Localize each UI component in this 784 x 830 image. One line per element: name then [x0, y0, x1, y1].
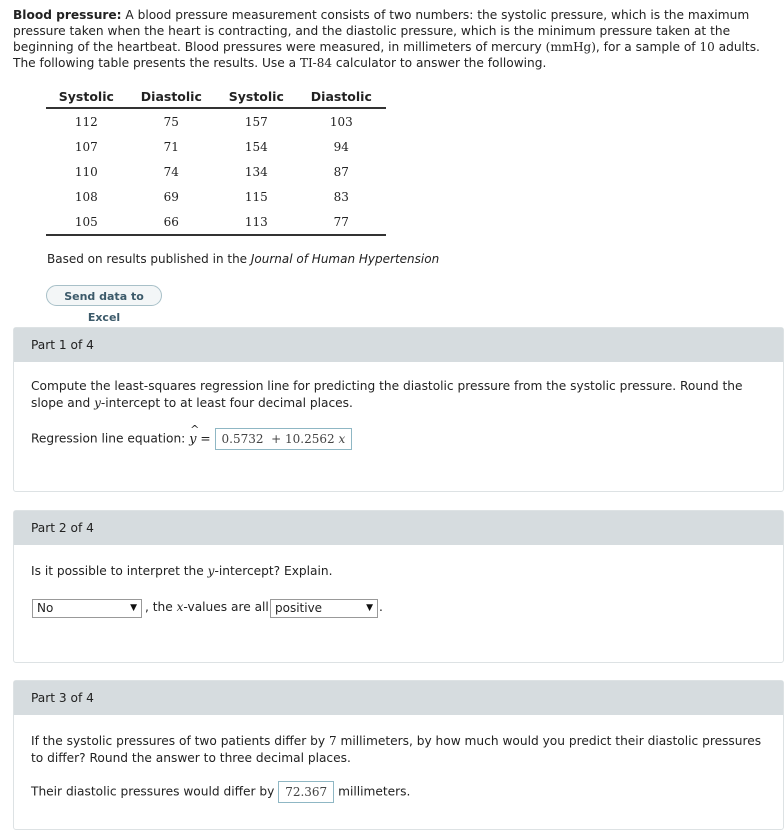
- part-3-question: If the systolic pressures of two patients differ by 7 millimeters, by how much would you predict their diastolic pressures to differ? Round the answer to three decimal places.: [31, 734, 762, 765]
- col-header: Systolic: [216, 87, 297, 108]
- table-cell: 107: [74, 139, 98, 154]
- table-cell: 71: [163, 139, 179, 154]
- table-cell: 83: [333, 189, 349, 204]
- table-cell: 77: [297, 209, 386, 235]
- table-cell: 113: [216, 209, 297, 235]
- col-header: Diastolic: [127, 87, 216, 108]
- part-3-panel: [13, 680, 784, 830]
- blood-pressure-table: [46, 87, 386, 236]
- table-row: [46, 184, 386, 209]
- journal-name: Journal of Human Hypertension: [250, 252, 440, 266]
- regression-label: Regression line equation:: [31, 431, 186, 446]
- table-cell: 75: [163, 114, 179, 129]
- part-2-question: Is it possible to interpret the y-intercept? Explain.: [31, 564, 333, 578]
- part-1-panel: [13, 327, 784, 492]
- table-cell: 103: [329, 114, 353, 129]
- table-cell: 157: [244, 114, 268, 129]
- dropdown-arrow-icon: ▼: [130, 603, 137, 613]
- send-to-excel-button[interactable]: Send data to Excel: [46, 285, 162, 306]
- x-values-select[interactable]: positive ▼: [270, 599, 378, 618]
- table-row: [46, 209, 386, 235]
- part-1-answer-row: Regression line equation: ^ y = 0.5732 + 10.2562 x: [31, 428, 766, 450]
- table-cell: 154: [244, 139, 268, 154]
- table-cell: 74: [163, 164, 179, 179]
- table-row: [46, 159, 386, 184]
- col-header: Diastolic: [297, 87, 386, 108]
- table-row: [46, 108, 386, 134]
- part-3-answer-row: Their diastolic pressures would differ by 72.367 millimeters.: [31, 781, 766, 803]
- part-2-header: Part 2 of 4: [14, 511, 783, 545]
- table-cell: 66: [127, 209, 216, 235]
- table-cell: 134: [244, 164, 268, 179]
- part-2-explanation: , the x-values are all: [145, 600, 269, 614]
- table-cell: 115: [244, 189, 268, 204]
- table-cell: 105: [46, 209, 127, 235]
- table-cell: 69: [163, 189, 179, 204]
- part-1-question: Compute the least-squares regression line for predicting the diastolic pressure from the systolic pressure. Round the slope and y-intercept to at least four decimal places.: [31, 379, 743, 410]
- table-header-row: [46, 87, 386, 108]
- col-header: Systolic: [46, 87, 127, 108]
- table-cell: 108: [74, 189, 98, 204]
- part-2-panel: Part 2 of 4 Is it possible to interpret the y-intercept? Explain. No ▼ , the x-values are all positive ▼ .: [13, 510, 784, 663]
- table-cell: 110: [74, 164, 98, 179]
- diastolic-difference-input[interactable]: 72.367: [278, 781, 334, 803]
- y-hat-symbol: ^ y: [189, 422, 200, 447]
- data-source-note: Based on results published in the Journal of Human Hypertension: [47, 252, 440, 266]
- table-cell: 112: [74, 114, 98, 129]
- table-cell: 94: [333, 139, 349, 154]
- part-3-header: Part 3 of 4: [14, 681, 783, 715]
- table-row: [46, 134, 386, 159]
- problem-intro: Blood pressure: A blood pressure measurement consists of two numbers: the systolic pressure, which is the maximum pressure taken when the heart is contracting, and the diastolic pressure, which is the minimum pressure taken at the beginning of the heartbeat. Blood pressures were measured, in millimeters of mercury (mmHg), for a sample of 10 adults. The following table presents the results. Use a TI-84 calculator to answer the following.: [13, 8, 760, 70]
- dropdown-arrow-icon: ▼: [366, 603, 373, 613]
- table-cell: 87: [333, 164, 349, 179]
- interpret-select[interactable]: No ▼: [32, 599, 142, 618]
- part-1-header: Part 1 of 4: [14, 328, 783, 362]
- problem-title: Blood pressure:: [13, 8, 122, 22]
- regression-answer-input[interactable]: 0.5732 + 10.2562 x: [215, 428, 353, 450]
